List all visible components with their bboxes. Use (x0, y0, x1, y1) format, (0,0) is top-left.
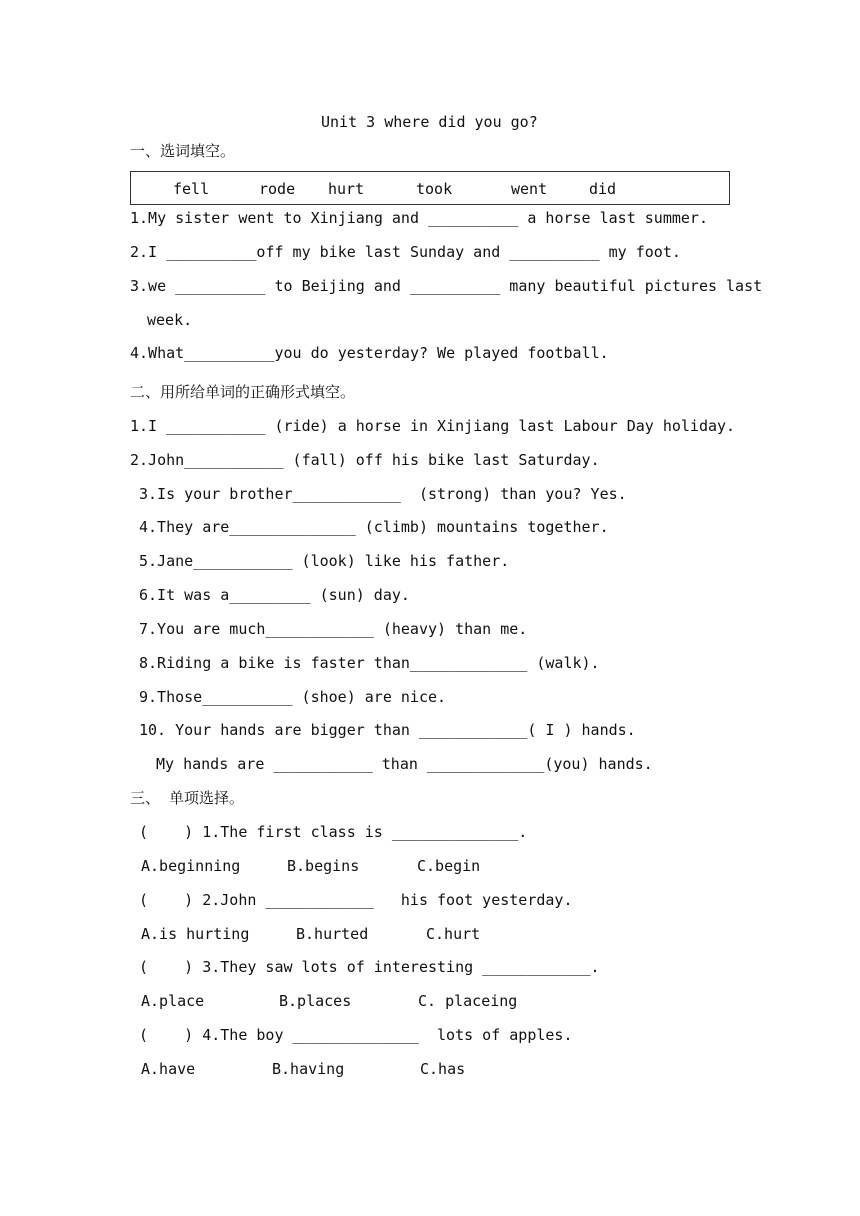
option-c: C.begin (417, 857, 481, 875)
option-b: B.begins (287, 857, 360, 875)
word-bank-word: did (589, 180, 617, 198)
option-c: C.has (420, 1060, 466, 1078)
exercise-line: 10. Your hands are bigger than ____________( I ) hands. (139, 721, 636, 739)
exercise-line: 4.They are______________ (climb) mountains together. (139, 518, 609, 536)
exercise-line: 2.I __________off my bike last Sunday and __________ my foot. (130, 243, 681, 261)
page-title: Unit 3 where did you go? (321, 113, 538, 131)
exercise-line: 1.I ___________ (ride) a horse in Xinjiang last Labour Day holiday. (130, 417, 736, 435)
option-a: A.beginning (141, 857, 241, 875)
exercise-line: 4.What__________you do yesterday? We played football. (130, 344, 609, 362)
exercise-line: 3.we __________ to Beijing and __________ many beautiful pictures last (130, 277, 763, 295)
exercise-line: My hands are ___________ than _____________(you) hands. (156, 755, 653, 773)
exercise-line: 3.Is your brother____________ (strong) than you? Yes. (139, 485, 627, 503)
word-bank-box (130, 171, 730, 205)
option-c: C.hurt (426, 925, 481, 943)
question-stem: ( ) 2.John ____________ his foot yesterday. (139, 891, 573, 909)
question-stem: ( ) 1.The first class is ______________. (139, 823, 528, 841)
exercise-line: week. (147, 311, 193, 329)
word-bank-word: hurt (328, 180, 365, 198)
exercise-line: 6.It was a_________ (sun) day. (139, 586, 410, 604)
exercise-line: 5.Jane___________ (look) like his father. (139, 552, 510, 570)
word-bank-word: fell (173, 180, 210, 198)
option-b: B.places (279, 992, 352, 1010)
option-b: B.having (272, 1060, 345, 1078)
word-bank-word: went (511, 180, 548, 198)
exercise-line: 7.You are much____________ (heavy) than me. (139, 620, 528, 638)
exercise-line: 8.Riding a bike is faster than_____________ (walk). (139, 654, 600, 672)
exercise-line: 9.Those__________ (shoe) are nice. (139, 688, 447, 706)
option-a: A.have (141, 1060, 196, 1078)
section2-heading: 二、用所给单词的正确形式填空。 (130, 383, 356, 401)
word-bank-word: took (416, 180, 453, 198)
option-b: B.hurted (296, 925, 369, 943)
question-stem: ( ) 3.They saw lots of interesting ____________. (139, 958, 600, 976)
exercise-line: 1.My sister went to Xinjiang and __________ a horse last summer. (130, 209, 708, 227)
question-stem: ( ) 4.The boy ______________ lots of apples. (139, 1026, 573, 1044)
word-bank-word: rode (259, 180, 296, 198)
option-a: A.is hurting (141, 925, 250, 943)
exercise-line: 2.John___________ (fall) off his bike last Saturday. (130, 451, 600, 469)
option-a: A.place (141, 992, 205, 1010)
section1-heading: 一、选词填空。 (130, 142, 236, 160)
section3-heading: 三、 单项选择。 (130, 789, 245, 807)
option-c: C. placeing (418, 992, 518, 1010)
